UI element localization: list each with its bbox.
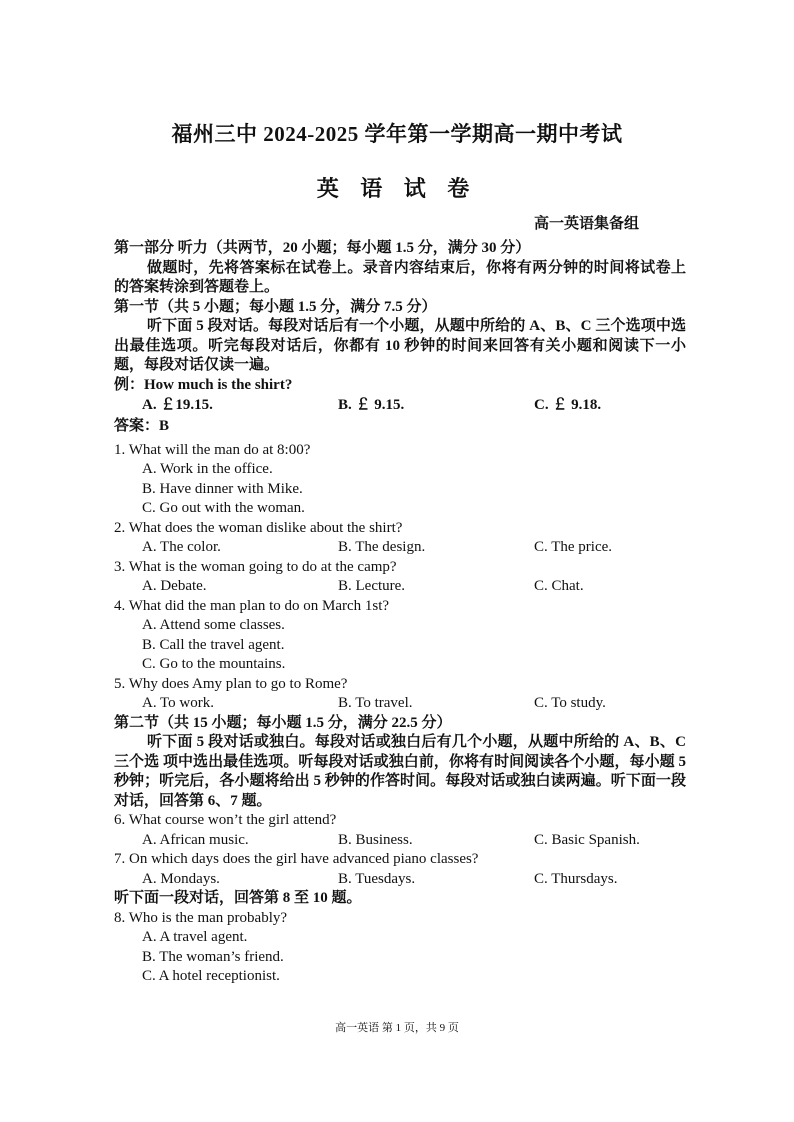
- q6-option-b: B. Business.: [338, 831, 413, 848]
- q6-option-a: A. African music.: [142, 831, 249, 848]
- question-7: 7. On which days does the girl have advanced piano classes?: [114, 851, 479, 867]
- q8-option-c: C. A hotel receptionist.: [142, 968, 280, 984]
- section2-heading: 第二节（共 15 小题；每小题 1.5 分，满分 22.5 分）: [114, 714, 452, 731]
- exam-subtitle: 英 语 试 卷: [316, 176, 478, 201]
- part1-instructions: 做题时，先将答案标在试卷上。录音内容结束后，你将有两分钟的时间将试卷上的答案转涂到答题卷上。: [114, 259, 686, 295]
- q8-option-b: B. The woman’s friend.: [142, 948, 284, 965]
- q6-option-c: C. Basic Spanish.: [534, 831, 640, 848]
- q2-option-b: B. The design.: [338, 539, 426, 555]
- q2-options: [114, 538, 686, 558]
- page-footer: 高一英语 第 1 页，共 9 页: [335, 1022, 459, 1034]
- q1-option-a: A. Work in the office.: [142, 461, 273, 477]
- q6-options: [114, 831, 686, 851]
- q5-options: [114, 694, 686, 714]
- q4-option-c: C. Go to the mountains.: [142, 656, 286, 672]
- question-8: 8. Who is the man probably?: [114, 909, 288, 926]
- question-1: 1. What will the man do at 8:00?: [114, 441, 311, 458]
- q8-option-a: A. A travel agent.: [142, 929, 248, 945]
- q5-option-b: B. To travel.: [338, 695, 413, 711]
- q1-option-b: B. Have dinner with Mike.: [142, 480, 303, 497]
- question-6: 6. What course won’t the girl attend?: [114, 812, 337, 828]
- dialog2-heading: 听下面一段对话，回答第 8 至 10 题。: [114, 890, 362, 906]
- question-3: 3. What is the woman going to do at the camp?: [114, 558, 397, 575]
- exam-title: 福州三中 2024-2025 学年第一学期高一期中考试: [171, 122, 623, 146]
- question-5: 5. Why does Amy plan to go to Rome?: [114, 675, 348, 692]
- q4-option-b: B. Call the travel agent.: [142, 636, 285, 653]
- q3-options: [114, 577, 686, 597]
- q3-option-a: A. Debate.: [142, 578, 207, 594]
- q4-option-a: A. Attend some classes.: [142, 617, 285, 633]
- example-option-c: C. ￡ 9.18.: [534, 397, 602, 414]
- example-option-a: A. ￡19.15.: [142, 397, 213, 414]
- q5-option-c: C. To study.: [534, 695, 606, 711]
- section1-instructions: 听下面 5 段对话。每段对话后有一个小题，从题中所给的 A、B、C 三个选项中选出最佳选项。听完每段对话后，你都有 10 秒钟的时间来回答有关小题和阅读下一小题，每段对话仅读一遍。: [114, 318, 686, 373]
- question-2: 2. What does the woman dislike about the shirt?: [114, 519, 403, 536]
- section2-instructions: 听下面 5 段对话或独白。每段对话或独白后有几个小题，从题中所给的 A、B、C 三个选 项中选出最佳选项。听每段对话或独白前，你将有时间阅读各个小题，每小题 5 秒钟；听完后，各小题将给出 5 秒钟的作答时间。每段对话或独白读两遍。听下面一段对话，回答第 6、7 题。: [114, 734, 686, 809]
- question-4: 4. What did the man plan to do on March 1st?: [114, 597, 390, 614]
- example-options: [114, 395, 686, 417]
- q3-option-c: C. Chat.: [534, 578, 584, 594]
- q1-option-c: C. Go out with the woman.: [142, 500, 305, 516]
- q7-option-b: B. Tuesdays.: [338, 870, 416, 887]
- q5-option-a: A. To work.: [142, 695, 215, 711]
- exam-content: [114, 239, 686, 987]
- example-answer: 答案：B: [114, 418, 170, 434]
- q2-option-c: C. The price.: [534, 539, 613, 555]
- part1-heading: 第一部分 听力（共两节，20 小题；每小题 1.5 分，满分 30 分）: [114, 240, 531, 256]
- q3-option-b: B. Lecture.: [338, 578, 406, 594]
- q7-option-a: A. Mondays.: [142, 870, 220, 887]
- q7-options: [114, 870, 686, 890]
- author-group: 高一英语集备组: [534, 216, 640, 232]
- section1-heading: 第一节（共 5 小题；每小题 1.5 分，满分 7.5 分）: [114, 298, 437, 315]
- q2-option-a: A. The color.: [142, 539, 221, 555]
- example-question: 例：How much is the shirt?: [114, 376, 293, 393]
- example-option-b: B. ￡ 9.15.: [338, 397, 405, 414]
- q7-option-c: C. Thursdays.: [534, 870, 618, 887]
